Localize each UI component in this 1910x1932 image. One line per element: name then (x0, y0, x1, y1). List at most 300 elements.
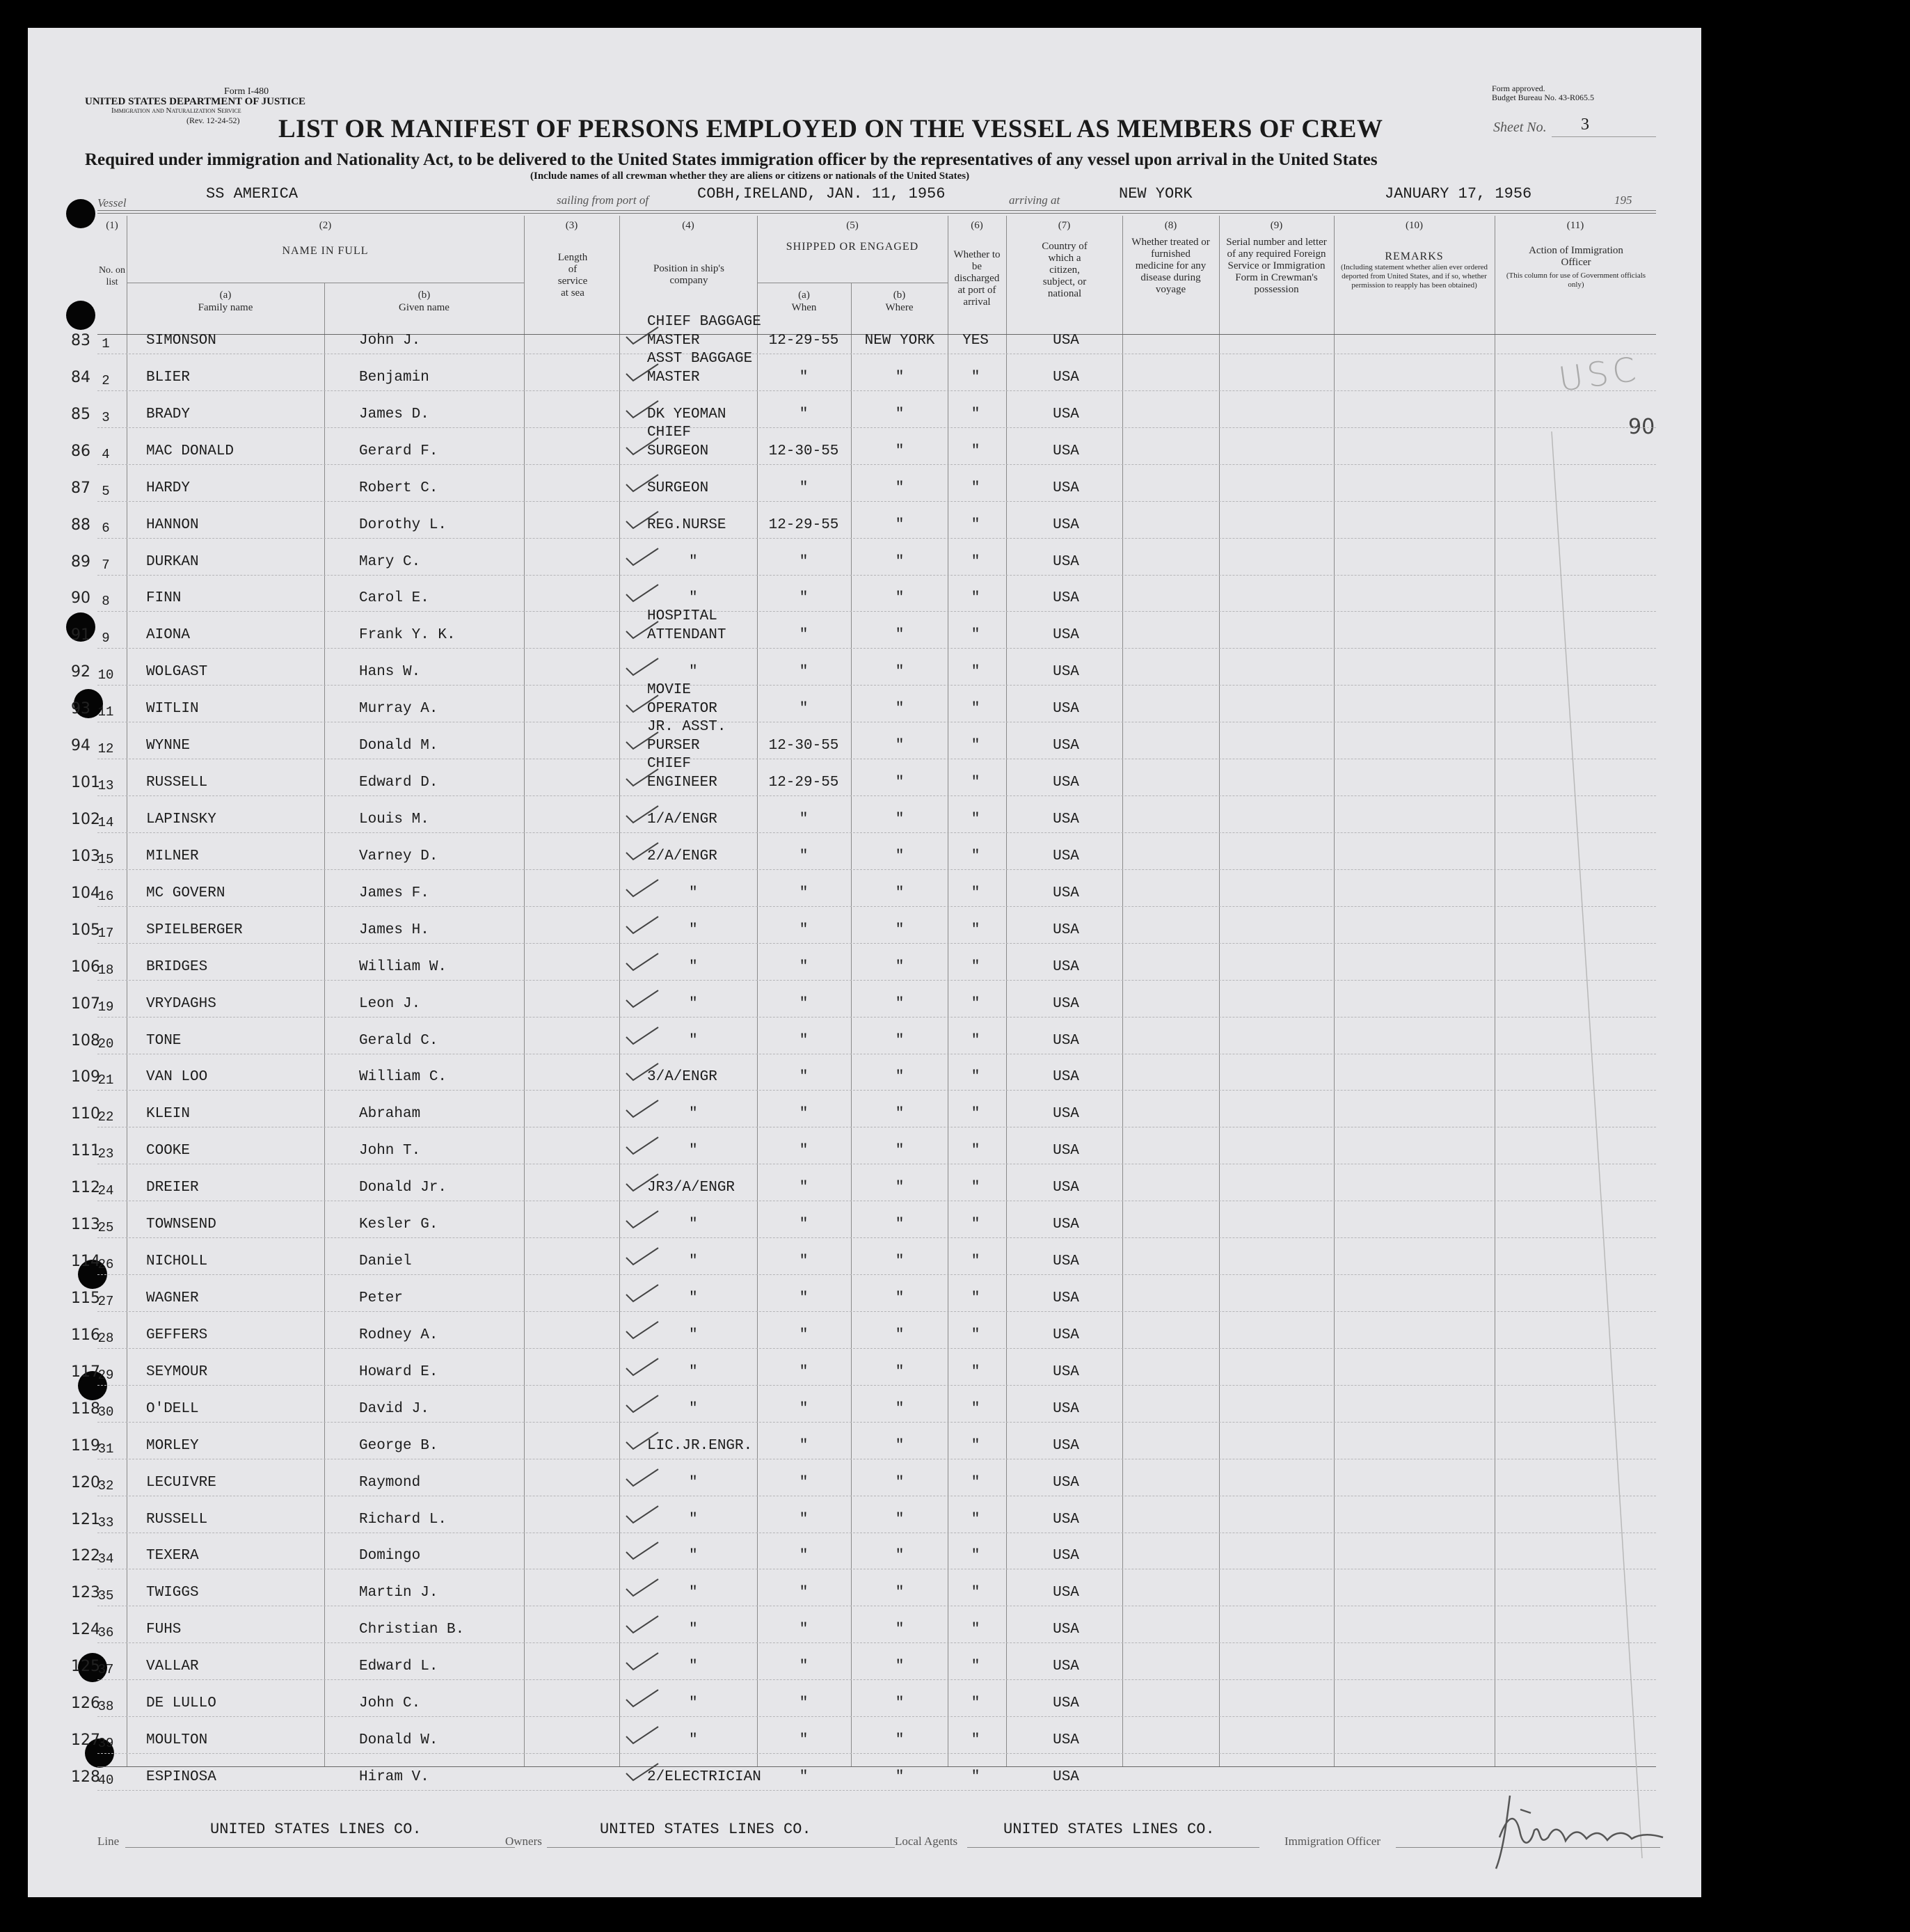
manuscript-number: 114 (71, 1253, 100, 1270)
country: USA (1053, 775, 1079, 791)
family-name: RUSSELL (146, 1512, 208, 1528)
row-divider (97, 795, 1656, 796)
given-name: Hiram V. (359, 1769, 429, 1785)
row-number: 14 (97, 815, 114, 830)
col2b-number: (b) (417, 290, 431, 301)
given-name: Varney D. (359, 848, 438, 864)
shipped-when: " (799, 406, 809, 422)
shipped-where: " (895, 1290, 905, 1306)
discharged: " (971, 590, 980, 606)
country: USA (1053, 443, 1079, 459)
family-name: DE LULLO (146, 1695, 216, 1711)
usc-annotation: USC (1556, 349, 1643, 399)
position: " (689, 1217, 698, 1233)
discharged: " (971, 811, 980, 828)
shipped-when: " (799, 1143, 809, 1159)
family-name: VAN LOO (146, 1069, 208, 1085)
family-name: SPIELBERGER (146, 922, 243, 938)
check-mark (623, 470, 662, 498)
country: USA (1053, 1769, 1079, 1785)
check-mark (623, 912, 662, 940)
discharged: " (971, 1364, 980, 1380)
discharged: " (971, 1217, 980, 1233)
country: USA (1053, 1253, 1079, 1269)
page-title: LIST OR MANIFEST OF PERSONS EMPLOYED ON THE VESSEL AS MEMBERS OF CREW (278, 115, 1383, 143)
given-name: Benjamin (359, 370, 429, 386)
shipped-when: " (799, 1548, 809, 1564)
check-mark (623, 360, 662, 388)
given-name: William W. (359, 959, 447, 975)
given-name: John J. (359, 333, 421, 349)
check-mark (623, 1023, 662, 1051)
shipped-when: " (799, 1069, 809, 1085)
position-line-1: MOVIE (647, 682, 692, 698)
row-number: 37 (97, 1662, 114, 1677)
family-name: VRYDAGHS (146, 996, 216, 1012)
country: USA (1053, 1622, 1079, 1638)
shipped-when: " (799, 1290, 809, 1306)
position: " (689, 1033, 698, 1049)
position: SURGEON (647, 480, 709, 496)
manuscript-number: 126 (71, 1695, 100, 1712)
manuscript-number: 116 (71, 1327, 100, 1344)
col11-note: (This column for use of Government officials only) (1506, 271, 1646, 289)
country: USA (1053, 959, 1079, 975)
discharged: " (971, 517, 980, 533)
given-name: Edward L. (359, 1658, 438, 1674)
check-mark (623, 986, 662, 1014)
shipped-when: " (799, 701, 809, 717)
row-divider (97, 1642, 1656, 1643)
arriving-at-port: NEW YORK (1119, 185, 1193, 203)
given-name: Robert C. (359, 480, 438, 496)
row-divider (97, 1274, 1656, 1275)
shipped-where: " (895, 1769, 905, 1785)
check-mark (623, 1759, 662, 1787)
position-line-1: CHIEF (647, 756, 692, 772)
shipped-where: " (895, 1327, 905, 1343)
row-divider (97, 390, 1656, 391)
shipped-where: " (895, 1695, 905, 1711)
form-note: (Include names of all crewman whether they are aliens or citizens or nationals of the United States) (530, 171, 970, 182)
shipped-when: " (799, 1475, 809, 1491)
position: " (689, 1327, 698, 1343)
shipped-where: " (895, 517, 905, 533)
manuscript-number: 86 (71, 443, 90, 460)
manuscript-number: 102 (71, 811, 100, 828)
given-name: John C. (359, 1695, 421, 1711)
col5b-header: Where (885, 302, 914, 313)
col8-number: (8) (1164, 220, 1177, 231)
manuscript-number: 112 (71, 1179, 100, 1196)
check-mark (623, 1207, 662, 1235)
shipped-where: " (895, 370, 905, 386)
col5a-header: When (791, 302, 817, 313)
discharged: " (971, 1512, 980, 1528)
position: " (689, 1512, 698, 1528)
check-mark (623, 1133, 662, 1161)
discharged: " (971, 701, 980, 717)
shipped-when: 12-29-55 (768, 333, 839, 349)
manuscript-number: 111 (71, 1142, 100, 1159)
country: USA (1053, 1069, 1079, 1085)
shipped-when: " (799, 590, 809, 606)
discharged: " (971, 1290, 980, 1306)
vessel-label: Vessel (97, 196, 127, 209)
manuscript-number: 110 (71, 1105, 100, 1123)
row-number: 29 (97, 1368, 114, 1383)
country: USA (1053, 1658, 1079, 1674)
col2-number: (2) (319, 220, 332, 231)
row-number: 34 (97, 1551, 114, 1567)
country: USA (1053, 922, 1079, 938)
position: " (689, 664, 698, 680)
service-name: Immigration and Naturalization Service (111, 106, 241, 115)
shipped-where: " (895, 1401, 905, 1417)
given-name: James H. (359, 922, 429, 938)
discharged: YES (962, 333, 989, 349)
shipped-where: " (895, 1658, 905, 1674)
shipped-where: " (895, 922, 905, 938)
country: USA (1053, 1475, 1079, 1491)
given-name: Abraham (359, 1106, 421, 1122)
row-number: 21 (97, 1072, 114, 1088)
given-name: Mary C. (359, 554, 421, 570)
count-annotation: 90 (1628, 415, 1655, 439)
owners-label: Owners (505, 1835, 542, 1848)
check-mark (623, 728, 662, 756)
manuscript-number: 88 (71, 516, 90, 534)
row-divider (97, 980, 1656, 981)
col7-number: (7) (1058, 220, 1071, 231)
discharged: " (971, 554, 980, 570)
country: USA (1053, 1585, 1079, 1601)
manuscript-number: 106 (71, 958, 100, 976)
given-name: James F. (359, 885, 429, 901)
country: USA (1053, 664, 1079, 680)
discharged: " (971, 1401, 980, 1417)
row-number: 12 (97, 741, 114, 757)
discharged: " (971, 1143, 980, 1159)
local-agents-company: UNITED STATES LINES CO. (1003, 1821, 1215, 1838)
shipped-when: " (799, 1512, 809, 1528)
check-mark (623, 323, 662, 351)
col3-number: (3) (565, 220, 578, 231)
row-divider (97, 464, 1656, 465)
position: " (689, 922, 698, 938)
col2-header: NAME IN FULL (282, 245, 369, 257)
country: USA (1053, 996, 1079, 1012)
country: USA (1053, 1512, 1079, 1528)
sheet-number: 3 (1581, 116, 1589, 134)
discharged: " (971, 996, 980, 1012)
check-mark (623, 1281, 662, 1308)
country: USA (1053, 1033, 1079, 1049)
country: USA (1053, 1732, 1079, 1748)
position: " (689, 1401, 698, 1417)
shipped-when: " (799, 1327, 809, 1343)
shipped-where: " (895, 1143, 905, 1159)
col2b-header: Given name (399, 302, 449, 313)
col5-number: (5) (846, 220, 859, 231)
family-name: WOLGAST (146, 664, 208, 680)
shipped-where: " (895, 406, 905, 422)
given-name: Donald Jr. (359, 1180, 447, 1196)
manuscript-number: 105 (71, 921, 100, 939)
check-mark (623, 876, 662, 903)
position-line-1: JR. ASST. (647, 719, 726, 735)
discharged: " (971, 664, 980, 680)
col6-header: Whether to be discharged at port of arrival (953, 249, 1001, 308)
shipped-where: " (895, 1512, 905, 1528)
given-name: Gerard F. (359, 443, 438, 459)
manuscript-number: 120 (71, 1474, 100, 1491)
given-name: Louis M. (359, 811, 429, 828)
check-mark (623, 765, 662, 793)
vessel-name: SS AMERICA (206, 185, 299, 203)
row-number: 39 (97, 1736, 114, 1751)
col9-number: (9) (1270, 220, 1283, 231)
family-name: DREIER (146, 1180, 199, 1196)
manuscript-number: 117 (71, 1363, 100, 1381)
given-name: Donald W. (359, 1732, 438, 1748)
shipped-when: " (799, 1769, 809, 1785)
shipped-where: " (895, 959, 905, 975)
col11-header: Action of Immigration Officer (1529, 245, 1623, 268)
discharged: " (971, 370, 980, 386)
discharged: " (971, 1548, 980, 1564)
row-number: 5 (102, 484, 110, 499)
family-name: SIMONSON (146, 333, 216, 349)
position: REG.NURSE (647, 517, 726, 533)
check-mark (623, 507, 662, 535)
immigration-officer-label: Immigration Officer (1284, 1835, 1381, 1848)
check-mark (623, 802, 662, 830)
check-mark (623, 1723, 662, 1750)
line-label: Line (97, 1835, 120, 1848)
position: 3/A/ENGR (647, 1069, 717, 1085)
row-number: 10 (97, 667, 114, 683)
family-name: O'DELL (146, 1401, 199, 1417)
discharged: " (971, 738, 980, 754)
shipped-where: " (895, 1585, 905, 1601)
country: USA (1053, 370, 1079, 386)
country: USA (1053, 1217, 1079, 1233)
shipped-where: " (895, 848, 905, 864)
position: " (689, 1143, 698, 1159)
discharged: " (971, 848, 980, 864)
form-number: Form I-480 (224, 86, 269, 97)
row-divider (97, 943, 1656, 944)
manuscript-number: 124 (71, 1621, 100, 1638)
family-name: TEXERA (146, 1548, 199, 1564)
manuscript-number: 87 (71, 480, 90, 497)
discharged: " (971, 627, 980, 643)
manuscript-number: 118 (71, 1400, 100, 1418)
manuscript-number: 90 (71, 589, 90, 607)
position: " (689, 1106, 698, 1122)
manuscript-number: 115 (71, 1290, 100, 1307)
manuscript-number: 101 (71, 774, 100, 791)
discharged: " (971, 1732, 980, 1748)
family-name: BRADY (146, 406, 191, 422)
punch-hole (66, 199, 95, 228)
row-number: 3 (102, 410, 110, 425)
family-name: MILNER (146, 848, 199, 864)
shipped-where: " (895, 1217, 905, 1233)
row-number: 32 (97, 1478, 114, 1494)
family-name: LECUIVRE (146, 1475, 216, 1491)
position: 2/A/ENGR (647, 848, 717, 864)
row-divider (97, 501, 1656, 502)
shipped-when: 12-29-55 (768, 517, 839, 533)
manuscript-number: 89 (71, 553, 90, 571)
position: " (689, 1732, 698, 1748)
check-mark (623, 654, 662, 682)
manuscript-number: 107 (71, 995, 100, 1013)
check-mark (623, 1354, 662, 1382)
country: USA (1053, 333, 1079, 349)
row-divider (97, 611, 1656, 612)
given-name: Domingo (359, 1548, 421, 1564)
shipped-when: " (799, 1401, 809, 1417)
discharged: " (971, 480, 980, 496)
check-mark (623, 1096, 662, 1124)
given-name: Peter (359, 1290, 404, 1306)
shipped-when: " (799, 1438, 809, 1454)
officer-signature (1489, 1782, 1698, 1879)
position: ATTENDANT (647, 627, 726, 643)
discharged: " (971, 1438, 980, 1454)
check-mark (623, 1465, 662, 1493)
row-number: 8 (102, 594, 110, 609)
shipped-where: NEW YORK (864, 333, 935, 349)
given-name: Leon J. (359, 996, 421, 1012)
sailing-from-label: sailing from port of (557, 193, 649, 207)
row-number: 18 (97, 963, 114, 978)
country: USA (1053, 701, 1079, 717)
shipped-where: " (895, 701, 905, 717)
row-number: 9 (102, 631, 110, 646)
family-name: FUHS (146, 1622, 182, 1638)
position: SURGEON (647, 443, 709, 459)
shipped-where: " (895, 1253, 905, 1269)
col8-header: Whether treated or furnished medicine for any disease during voyage (1131, 237, 1210, 295)
shipped-when: " (799, 1622, 809, 1638)
position-line-1: CHIEF (647, 425, 692, 441)
position: 2/ELECTRICIAN (647, 1769, 761, 1785)
local-agents-label: Local Agents (895, 1835, 958, 1848)
family-name: LAPINSKY (146, 811, 216, 828)
arriving-at-label: arriving at (1009, 193, 1060, 207)
given-name: Frank Y. K. (359, 627, 456, 643)
manuscript-number: 84 (71, 369, 90, 386)
col6-number: (6) (971, 220, 983, 231)
col10-note: (Including statement whether alien ever ordered deported from United States, and if so, whether permission to reapply has been obtained) (1340, 263, 1488, 290)
position: " (689, 885, 698, 901)
family-name: FINN (146, 590, 182, 606)
family-name: WITLIN (146, 701, 199, 717)
discharged: " (971, 959, 980, 975)
row-divider (97, 1790, 1656, 1791)
family-name: AIONA (146, 627, 191, 643)
family-name: BLIER (146, 370, 191, 386)
shipped-where: " (895, 1106, 905, 1122)
shipped-when: " (799, 959, 809, 975)
row-number: 27 (97, 1294, 114, 1309)
given-name: Donald M. (359, 738, 438, 754)
row-divider (97, 1753, 1656, 1754)
check-mark (623, 1612, 662, 1640)
discharged: " (971, 1658, 980, 1674)
department-name: UNITED STATES DEPARTMENT OF JUSTICE (85, 96, 306, 107)
check-mark (623, 1649, 662, 1677)
row-divider (97, 685, 1656, 686)
position-line-1: CHIEF BAGGAGE (647, 314, 761, 330)
col5-header: SHIPPED OR ENGAGED (786, 241, 919, 253)
shipped-when: 12-29-55 (768, 775, 839, 791)
col7-header: Country of which a citizen, subject, or national (1042, 241, 1088, 299)
check-mark (623, 1686, 662, 1713)
row-number: 40 (97, 1773, 114, 1788)
position: " (689, 1658, 698, 1674)
country: USA (1053, 1180, 1079, 1196)
manuscript-number: 113 (71, 1216, 100, 1233)
position: " (689, 1622, 698, 1638)
family-name: KLEIN (146, 1106, 191, 1122)
row-divider (97, 1311, 1656, 1312)
col3-header: Length of service at sea (557, 252, 588, 299)
check-mark (623, 691, 662, 719)
family-name: NICHOLL (146, 1253, 208, 1269)
col2a-header: Family name (198, 302, 253, 313)
family-name: HARDY (146, 480, 191, 496)
shipped-when: " (799, 1253, 809, 1269)
check-mark (623, 434, 662, 461)
shipped-when: " (799, 996, 809, 1012)
row-divider (97, 575, 1656, 576)
family-name: TOWNSEND (146, 1217, 216, 1233)
family-name: MORLEY (146, 1438, 199, 1454)
family-name: MAC DONALD (146, 443, 234, 459)
manuscript-number: 85 (71, 406, 90, 423)
manuscript-number: 103 (71, 848, 100, 865)
row-number: 7 (102, 557, 110, 573)
given-name: John T. (359, 1143, 421, 1159)
shipped-where: " (895, 1069, 905, 1085)
discharged: " (971, 1253, 980, 1269)
col5b-number: (b) (893, 290, 906, 301)
row-divider (97, 832, 1656, 833)
form-subtitle: Required under immigration and Nationality Act, to be delivered to the United States immigration officer by the representatives of any vessel upon arrival in the United States (85, 150, 1378, 169)
given-name: Gerald C. (359, 1033, 438, 1049)
shipped-where: " (895, 554, 905, 570)
position: " (689, 590, 698, 606)
shipped-where: " (895, 1622, 905, 1638)
row-divider (97, 1017, 1656, 1018)
position: " (689, 1364, 698, 1380)
check-mark (623, 397, 662, 425)
family-name: COOKE (146, 1143, 191, 1159)
country: USA (1053, 554, 1079, 570)
given-name: Dorothy L. (359, 517, 447, 533)
manuscript-number: 121 (71, 1511, 100, 1528)
row-divider (97, 538, 1656, 539)
position: " (689, 1290, 698, 1306)
shipped-when: " (799, 1585, 809, 1601)
country: USA (1053, 627, 1079, 643)
shipped-where: " (895, 811, 905, 828)
